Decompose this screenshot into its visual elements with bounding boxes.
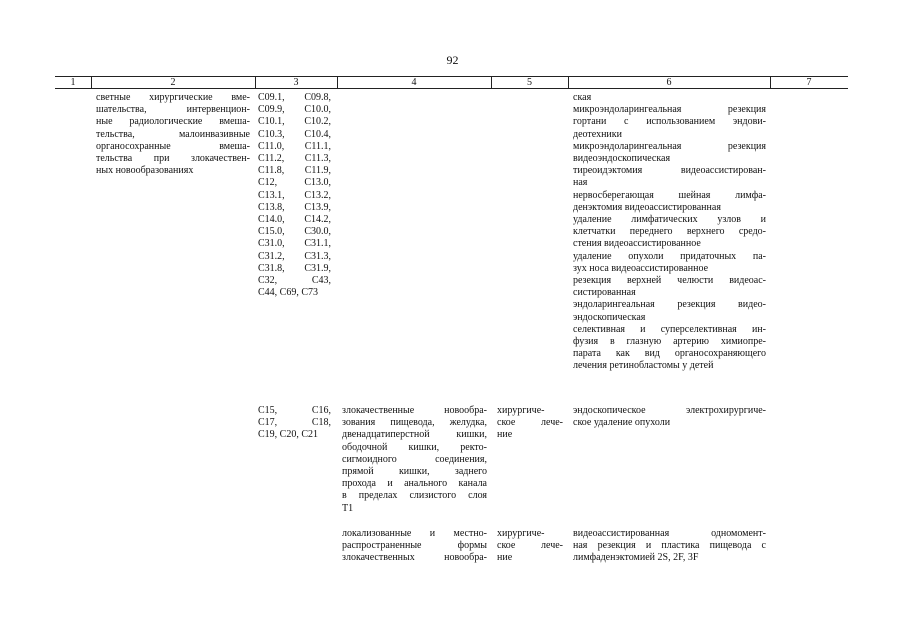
text-line: ская (573, 92, 592, 103)
text-line: удаление опухоли придаточных па- (573, 250, 766, 262)
text-line: микроэндоларингеальная резекция (573, 140, 766, 152)
text-line: парата как вид органосохраняющего (573, 348, 766, 360)
text-line: сигмоидного соединения, (342, 453, 487, 465)
text-line: зования пищевода, желудка, (342, 417, 487, 429)
column-header-5: 5 (527, 77, 532, 88)
text-line: C12, C13.0, (258, 177, 331, 189)
text-line: C11.2, C11.3, (258, 153, 331, 165)
text-line: ные радиологические вмеша- (96, 116, 250, 128)
text-line: органосохранные вмеша- (96, 140, 250, 152)
text-line: ная резекция и пластика пищевода с (573, 540, 766, 552)
text-line: резекция верхней челюсти видеоас- (573, 275, 766, 287)
text-line: зух носа видеоассистированное (573, 262, 709, 274)
text-line: прямой кишки, заднего (342, 466, 487, 478)
text-line: ние (497, 429, 513, 441)
text-line: ское лече- (497, 417, 563, 429)
text-line: T1 (342, 502, 354, 514)
text-line: C11.0, C11.1, (258, 140, 331, 152)
intervention-type-cell (96, 92, 250, 177)
text-line: селективная и суперселективная ин- (573, 323, 766, 335)
icd-codes-cell (258, 92, 331, 299)
text-line: удаление лимфатических узлов и (573, 214, 766, 226)
text-line: ское лече- (497, 540, 563, 552)
icd-codes-cell (258, 405, 331, 442)
text-line: лечения ретинобластомы у детей (573, 360, 714, 372)
treatment-type-cell (497, 528, 563, 565)
text-line: светные хирургические вме- (96, 92, 250, 103)
text-line: тельства, малоинвазивные (96, 128, 250, 140)
text-line: C32, C43, (258, 275, 331, 287)
text-line: злокачественные новообра- (342, 405, 487, 416)
text-line: ных новообразованиях (96, 165, 194, 177)
text-line: C31.8, C31.9, (258, 262, 331, 274)
text-line: C09.1, C09.8, (258, 92, 331, 103)
text-line: в пределах слизистого слоя (342, 490, 487, 502)
text-line: C13.1, C13.2, (258, 189, 331, 201)
text-line: видеоэндоскопическая (573, 153, 671, 165)
text-line: C15.0, C30.0, (258, 226, 331, 238)
text-line: гортани с использованием эндови- (573, 116, 766, 128)
text-line: C19, C20, C21 (258, 429, 319, 441)
text-line: микроэндоларингеальная резекция (573, 104, 766, 116)
text-line: C10.3, C10.4, (258, 128, 331, 140)
column-header-7: 7 (806, 77, 812, 88)
text-line: клетчатки переднего верхнего средо- (573, 226, 766, 238)
text-line: C44, C69, C73 (258, 287, 319, 299)
text-line: денэктомия видеоассистированная (573, 201, 721, 213)
text-line: тельства при злокачествен- (96, 153, 250, 165)
column-header-2: 2 (170, 77, 176, 88)
text-line: стения видеоассистированное (573, 238, 701, 250)
treatment-methods-cell (573, 528, 766, 565)
text-line: C31.0, C31.1, (258, 238, 331, 250)
text-line: эндоскопическое электрохирургиче- (573, 405, 766, 416)
text-line: C09.9, C10.0, (258, 104, 331, 116)
diagnosis-cell (342, 528, 487, 565)
text-line: C31.2, C31.3, (258, 250, 331, 262)
text-line: C15, C16, (258, 405, 331, 416)
text-line: хирургиче- (497, 405, 545, 416)
table-header-bottom-border (55, 88, 848, 89)
column-header-3: 3 (293, 77, 299, 88)
column-header-1: 1 (70, 77, 76, 88)
text-line: C10.1, C10.2, (258, 116, 331, 128)
text-line: двенадцатиперстной кишки, (342, 429, 487, 441)
column-header-4: 4 (411, 77, 417, 88)
treatment-methods-cell (573, 405, 766, 429)
treatment-methods-cell (573, 92, 766, 373)
text-line: ние (497, 552, 513, 564)
treatment-type-cell (497, 405, 563, 442)
text-line: систированная (573, 287, 636, 299)
text-line: видеоассистированная одномомент- (573, 528, 766, 539)
text-line: нервосберегающая шейная лимфа- (573, 189, 766, 201)
text-line: локализованные и местно- (342, 528, 487, 539)
text-line: C17, C18, (258, 417, 331, 429)
text-line: C14.0, C14.2, (258, 214, 331, 226)
text-line: C11.8, C11.9, (258, 165, 331, 177)
text-line: фузия в глазную артерию химиопре- (573, 336, 766, 348)
text-line: тиреоидэктомия видеоассистирован- (573, 165, 766, 177)
text-line: распространенные формы (342, 540, 487, 552)
page-number: 92 (446, 53, 459, 67)
text-line: эндоларингеальная резекция видео- (573, 299, 766, 311)
text-line: шательства, интервенцион- (96, 104, 250, 116)
text-line: хирургиче- (497, 528, 545, 539)
text-line: ское удаление опухоли (573, 417, 671, 429)
text-line: C13.8, C13.9, (258, 201, 331, 213)
text-line: эндоскопическая (573, 311, 646, 323)
diagnosis-cell (342, 405, 487, 515)
text-line: ободочной кишки, ректо- (342, 441, 487, 453)
column-header-6: 6 (666, 77, 672, 88)
text-line: ная (573, 177, 588, 189)
text-line: злокачественных новообра- (342, 552, 487, 564)
text-line: лимфаденэктомией 2S, 2F, 3F (573, 552, 699, 564)
text-line: деотехники (573, 128, 622, 140)
text-line: прохода и анального канала (342, 478, 487, 490)
